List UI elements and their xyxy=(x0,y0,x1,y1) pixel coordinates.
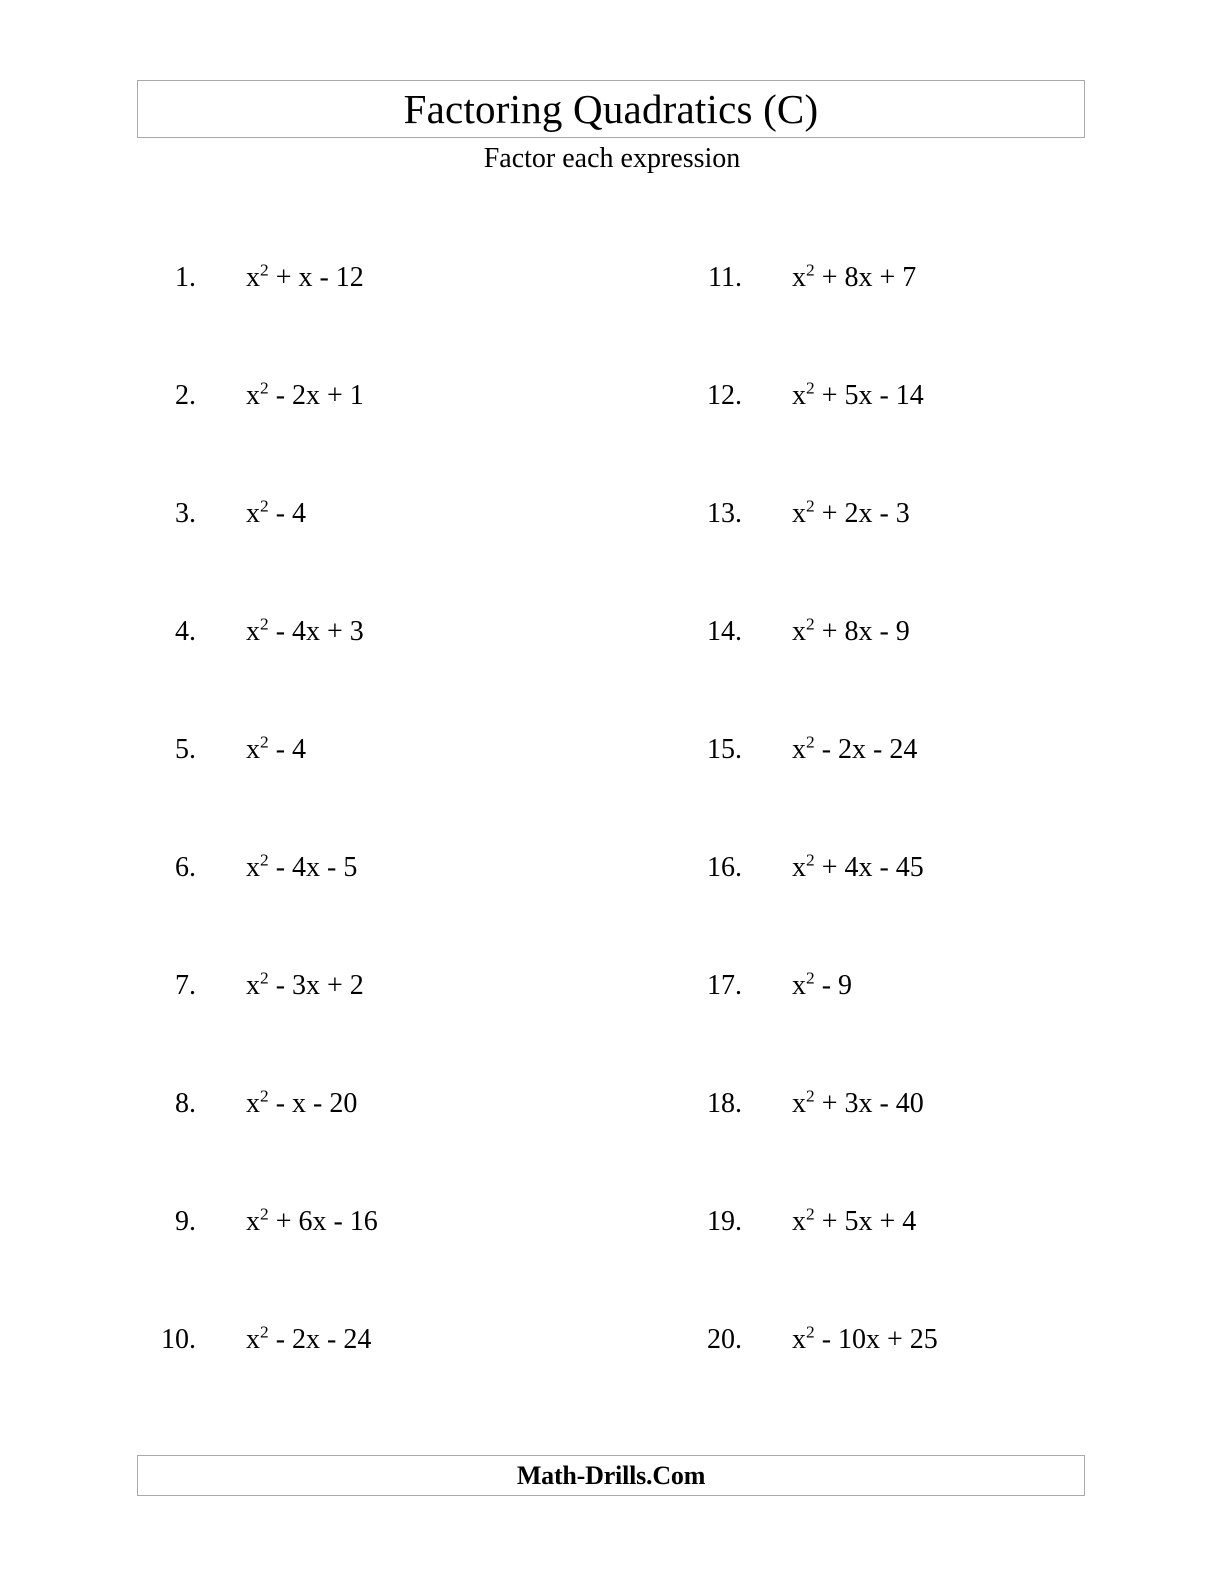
exponent: 2 xyxy=(260,260,269,280)
exponent: 2 xyxy=(806,850,815,870)
exponent: 2 xyxy=(806,732,815,752)
problem-number: 15. xyxy=(707,734,742,765)
problem-row xyxy=(686,494,910,534)
problem-expression: $x^2 - 4$ xyxy=(246,732,307,765)
exponent: 2 xyxy=(260,850,269,870)
problem-expression: $x^2 - 4x - 5$ xyxy=(246,850,358,883)
problem-number: 14. xyxy=(707,616,742,647)
problem-expression: $x^2 - 2x + 1$ xyxy=(246,378,364,411)
exponent: 2 xyxy=(806,1086,815,1106)
problem-number: 2. xyxy=(175,380,196,411)
exponent: 2 xyxy=(260,1322,269,1342)
problem-number: 16. xyxy=(707,852,742,883)
problem-row xyxy=(140,1202,378,1242)
problem-number: 12. xyxy=(707,380,742,411)
exponent: 2 xyxy=(806,968,815,988)
problem-expression: $x^2 - 2x - 24$ xyxy=(246,1322,372,1355)
exponent: 2 xyxy=(260,496,269,516)
problem-row xyxy=(140,1084,357,1124)
exponent: 2 xyxy=(806,614,815,634)
problem-row xyxy=(686,966,852,1006)
problem-expression: $x^2 + 4x - 45$ xyxy=(792,850,924,883)
problem-number: 6. xyxy=(175,852,196,883)
exponent: 2 xyxy=(806,378,815,398)
problem-expression: $x^2 + x - 12$ xyxy=(246,260,364,293)
problem-number: 3. xyxy=(175,498,196,529)
exponent: 2 xyxy=(260,1204,269,1224)
page-subtitle: Factor each expression xyxy=(483,143,741,174)
problem-row xyxy=(140,848,357,888)
exponent: 2 xyxy=(806,1204,815,1224)
problem-expression: $x^2 + 8x + 7$ xyxy=(792,260,917,293)
problem-expression: $x^2 + 8x - 9$ xyxy=(792,614,910,647)
problem-number: 11. xyxy=(708,262,742,293)
exponent: 2 xyxy=(260,1086,269,1106)
problem-number: 19. xyxy=(707,1206,742,1237)
problem-row xyxy=(140,1320,371,1360)
problem-expression: $x^2 - 4$ xyxy=(246,496,307,529)
problem-expression: $x^2$ - x - 20 xyxy=(246,1086,358,1119)
problem-number: 20. xyxy=(707,1324,742,1355)
problem-number: 7. xyxy=(175,970,196,1001)
exponent: 2 xyxy=(806,496,815,516)
problem-number: 4. xyxy=(175,616,196,647)
problem-row xyxy=(686,258,916,298)
problem-number: 8. xyxy=(175,1088,196,1119)
page-title: Factoring Quadratics (C) xyxy=(403,85,819,132)
footer-box xyxy=(137,1455,1085,1496)
problem-row xyxy=(686,1084,924,1124)
problem-row xyxy=(686,848,924,888)
problem-expression: $x^2 - 3x + 2$ xyxy=(246,968,364,1001)
problem-row xyxy=(686,730,917,770)
problem-number: 10. xyxy=(161,1324,196,1355)
exponent: 2 xyxy=(260,378,269,398)
problem-number: 13. xyxy=(707,498,742,529)
problem-row xyxy=(140,376,364,416)
problem-row xyxy=(140,612,364,652)
problem-row xyxy=(686,376,924,416)
problem-row xyxy=(140,730,306,770)
exponent: 2 xyxy=(260,732,269,752)
problem-expression: $x^2 + 2x - 3$ xyxy=(792,496,910,529)
problem-row xyxy=(140,258,364,298)
problem-expression: $x^2 - 10x + 25$ xyxy=(792,1322,938,1355)
problem-number: 18. xyxy=(707,1088,742,1119)
problem-row xyxy=(140,494,306,534)
problem-number: 5. xyxy=(175,734,196,765)
problem-row xyxy=(686,612,910,652)
problem-expression: $x^2 - 2x - 24$ xyxy=(792,732,918,765)
problem-expression: $x^2 + 5x - 14$ xyxy=(792,378,924,411)
problem-expression: $x^2 + 6x - 16$ xyxy=(246,1204,378,1237)
site-credit: Math-Drills.Com xyxy=(516,1460,706,1490)
problem-expression: $x^2 + 3x - 40$ xyxy=(792,1086,924,1119)
exponent: 2 xyxy=(806,1322,815,1342)
problem-row xyxy=(686,1320,938,1360)
problem-row xyxy=(140,966,364,1006)
exponent: 2 xyxy=(260,614,269,634)
exponent: 2 xyxy=(806,260,815,280)
exponent: 2 xyxy=(260,968,269,988)
problem-row xyxy=(686,1202,916,1242)
problem-expression: $x^2 + 5x + 4$ xyxy=(792,1204,917,1237)
problem-number: 17. xyxy=(707,970,742,1001)
problem-number: 9. xyxy=(175,1206,196,1237)
problem-number: 1. xyxy=(175,262,196,293)
problem-expression: $x^2 - 9$ xyxy=(792,968,853,1001)
problem-expression: $x^2 - 4x + 3$ xyxy=(246,614,364,647)
